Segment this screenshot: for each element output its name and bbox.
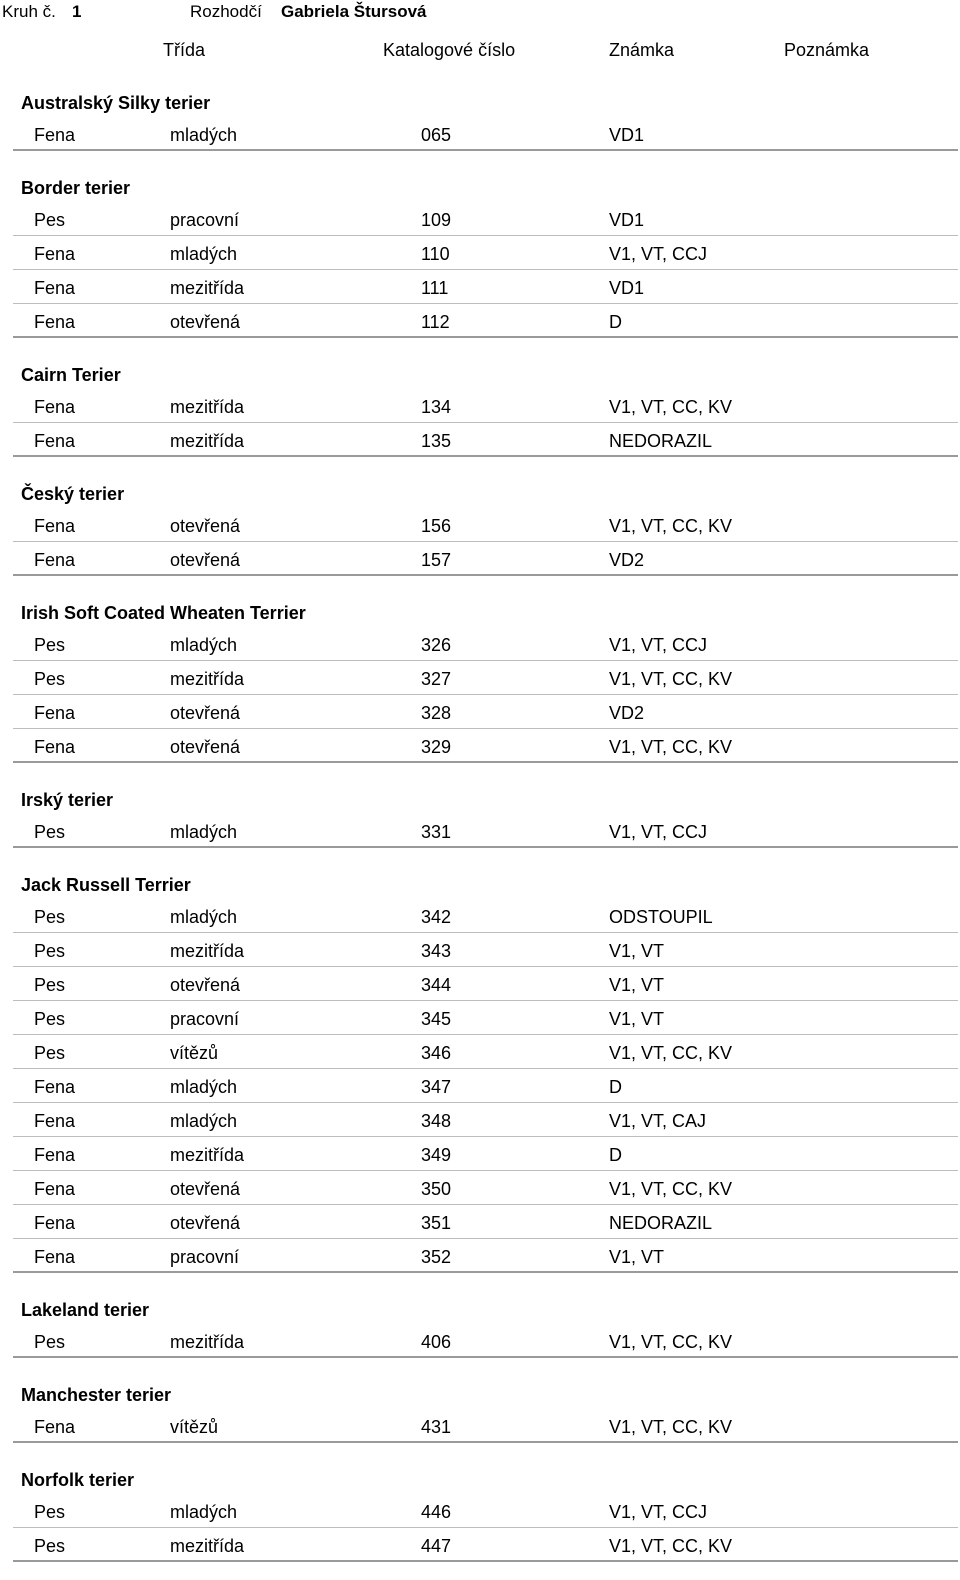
entry-catalog-number: 110 [421, 244, 450, 264]
entry-sex: Pes [34, 907, 66, 927]
breed-name: Irský terier [21, 790, 114, 810]
entry-class: otevřená [170, 550, 241, 570]
judge-name: Gabriela Štursová [281, 2, 427, 21]
entry-class: pracovní [170, 1247, 240, 1267]
table-row [0, 1205, 960, 1239]
entry-catalog-number: 329 [421, 737, 452, 757]
entry-class: mladých [170, 822, 238, 842]
breed-section [0, 1461, 960, 1580]
entry-sex: Fena [34, 312, 76, 332]
entry-sex: Pes [34, 1043, 66, 1063]
entry-catalog-number: 343 [421, 941, 452, 961]
entry-catalog-number: 109 [421, 210, 452, 230]
entry-catalog-number: 351 [421, 1213, 452, 1233]
entry-grade: V1, VT, CC, KV [609, 397, 733, 417]
entry-catalog-number: 349 [421, 1145, 452, 1165]
table-row [0, 1001, 960, 1035]
entry-grade: V1, VT, CC, KV [609, 1332, 733, 1352]
entry-catalog-number: 328 [421, 703, 452, 723]
entry-grade: V1, VT, CC, KV [609, 1417, 733, 1437]
entry-sex: Pes [34, 1332, 66, 1352]
entry-sex: Pes [34, 669, 66, 689]
table-row [0, 1035, 960, 1069]
table-row [0, 1528, 960, 1562]
results-list [0, 84, 960, 1580]
breed-section [0, 866, 960, 1291]
entry-sex: Pes [34, 210, 66, 230]
entry-class: vítězů [170, 1417, 219, 1437]
entry-class: mezitřída [170, 278, 245, 298]
entry-sex: Pes [34, 941, 66, 961]
entry-sex: Fena [34, 1179, 76, 1199]
entry-class: mezitřída [170, 397, 245, 417]
entry-sex: Pes [34, 1536, 66, 1556]
entry-grade: V1, VT, CCJ [609, 1502, 708, 1522]
breed-section [0, 1376, 960, 1461]
entry-catalog-number: 157 [421, 550, 452, 570]
entry-catalog-number: 348 [421, 1111, 452, 1131]
entry-grade: ODSTOUPIL [609, 907, 713, 927]
breed-name: Norfolk terier [21, 1470, 135, 1490]
entry-catalog-number: 112 [421, 312, 450, 332]
entry-grade: D [609, 1145, 622, 1165]
entry-grade: VD2 [609, 550, 645, 570]
table-row [0, 814, 960, 848]
entry-grade: VD1 [609, 278, 645, 298]
entry-class: mezitřída [170, 941, 245, 961]
entry-grade: V1, VT, CC, KV [609, 737, 733, 757]
entry-class: mladých [170, 125, 238, 145]
breed-name: Cairn Terier [21, 365, 121, 385]
entry-catalog-number: 331 [421, 822, 452, 842]
entry-grade: V1, VT, CC, KV [609, 1043, 733, 1063]
table-row [0, 202, 960, 236]
breed-name: Český terier [21, 484, 125, 504]
entry-grade: VD1 [609, 125, 645, 145]
entry-catalog-number: 326 [421, 635, 452, 655]
entry-grade: NEDORAZIL [609, 431, 713, 451]
entry-class: otevřená [170, 1179, 241, 1199]
table-row [0, 1171, 960, 1205]
table-row [0, 1324, 960, 1358]
entry-grade: V1, VT [609, 1247, 665, 1267]
table-row [0, 1494, 960, 1528]
entry-list [0, 627, 960, 763]
entry-class: mladých [170, 1111, 238, 1131]
entry-class: otevřená [170, 737, 241, 757]
breed-name: Australský Silky terier [21, 93, 211, 113]
table-row [0, 661, 960, 695]
entry-grade: NEDORAZIL [609, 1213, 713, 1233]
table-row [0, 967, 960, 1001]
entry-sex: Fena [34, 431, 76, 451]
table-row [0, 933, 960, 967]
table-row [0, 542, 960, 576]
table-row [0, 236, 960, 270]
entry-list [0, 202, 960, 338]
entry-sex: Fena [34, 397, 76, 417]
entry-class: otevřená [170, 703, 241, 723]
entry-grade: D [609, 1077, 622, 1097]
entry-class: mladých [170, 1077, 238, 1097]
entry-sex: Fena [34, 1247, 76, 1267]
entry-sex: Fena [34, 1145, 76, 1165]
entry-sex: Fena [34, 1111, 76, 1131]
entry-catalog-number: 065 [421, 125, 452, 145]
table-row [0, 1069, 960, 1103]
entry-grade: V1, VT, CCJ [609, 635, 708, 655]
entry-catalog-number: 406 [421, 1332, 452, 1352]
entry-sex: Pes [34, 1009, 66, 1029]
column-headers [0, 40, 960, 62]
entry-catalog-number: 345 [421, 1009, 452, 1029]
entry-sex: Pes [34, 635, 66, 655]
entry-grade: V1, VT [609, 941, 665, 961]
breed-name: Irish Soft Coated Wheaten Terrier [21, 603, 306, 623]
table-row [0, 270, 960, 304]
breed-section [0, 594, 960, 781]
entry-grade: VD1 [609, 210, 645, 230]
entry-class: otevřená [170, 975, 241, 995]
entry-class: mladých [170, 1502, 238, 1522]
entry-class: mladých [170, 244, 238, 264]
entry-class: mladých [170, 907, 238, 927]
entry-grade: VD2 [609, 703, 645, 723]
table-row [0, 627, 960, 661]
entry-sex: Fena [34, 550, 76, 570]
entry-sex: Pes [34, 822, 66, 842]
breed-name: Lakeland terier [21, 1300, 150, 1320]
breed-name: Manchester terier [21, 1385, 172, 1405]
entry-class: otevřená [170, 1213, 241, 1233]
table-row [0, 1239, 960, 1273]
breed-section [0, 475, 960, 594]
entry-grade: V1, VT [609, 1009, 665, 1029]
entry-sex: Fena [34, 1213, 76, 1233]
entry-catalog-number: 352 [421, 1247, 452, 1267]
entry-grade: V1, VT, CC, KV [609, 669, 733, 689]
breed-name: Border terier [21, 178, 131, 198]
breed-section [0, 84, 960, 169]
entry-list [0, 389, 960, 457]
column-header-grade: Známka [609, 40, 675, 60]
table-row [0, 389, 960, 423]
column-header-note: Poznámka [784, 40, 870, 60]
entry-grade: V1, VT, CCJ [609, 822, 708, 842]
table-row [0, 899, 960, 933]
table-row [0, 508, 960, 542]
entry-sex: Fena [34, 125, 76, 145]
entry-grade: D [609, 312, 622, 332]
entry-grade: V1, VT, CC, KV [609, 1179, 733, 1199]
entry-grade: V1, VT, CCJ [609, 244, 708, 264]
table-row [0, 1409, 960, 1443]
table-row [0, 423, 960, 457]
entry-sex: Fena [34, 1077, 76, 1097]
breed-section [0, 169, 960, 356]
entry-catalog-number: 431 [421, 1417, 452, 1437]
table-row [0, 695, 960, 729]
entry-sex: Fena [34, 278, 76, 298]
entry-list [0, 814, 960, 848]
entry-class: pracovní [170, 1009, 240, 1029]
entry-class: otevřená [170, 312, 241, 332]
entry-grade: V1, VT, CC, KV [609, 1536, 733, 1556]
table-row [0, 1103, 960, 1137]
entry-class: mezitřída [170, 1332, 245, 1352]
breed-section [0, 1291, 960, 1376]
entry-grade: V1, VT, CC, KV [609, 516, 733, 536]
table-row [0, 304, 960, 338]
entry-sex: Fena [34, 703, 76, 723]
ring-number: 1 [72, 2, 82, 21]
entry-class: mladých [170, 635, 238, 655]
ring-label: Kruh č. [2, 2, 56, 21]
entry-list [0, 508, 960, 576]
entry-list [0, 899, 960, 1273]
entry-catalog-number: 156 [421, 516, 452, 536]
entry-catalog-number: 134 [421, 397, 452, 417]
entry-sex: Pes [34, 975, 66, 995]
entry-class: otevřená [170, 516, 241, 536]
entry-catalog-number: 111 [421, 278, 449, 298]
entry-list [0, 1409, 960, 1443]
entry-catalog-number: 350 [421, 1179, 452, 1199]
breed-section [0, 356, 960, 475]
entry-catalog-number: 447 [421, 1536, 452, 1556]
entry-list [0, 117, 960, 151]
table-row [0, 729, 960, 763]
entry-catalog-number: 347 [421, 1077, 452, 1097]
entry-class: mezitřída [170, 669, 245, 689]
column-header-catalog-number: Katalogové číslo [383, 40, 516, 60]
column-header-class: Třída [163, 40, 206, 60]
entry-sex: Fena [34, 244, 76, 264]
entry-catalog-number: 342 [421, 907, 452, 927]
breed-section [0, 781, 960, 866]
entry-class: vítězů [170, 1043, 219, 1063]
entry-sex: Fena [34, 737, 76, 757]
entry-catalog-number: 446 [421, 1502, 452, 1522]
entry-class: mezitřída [170, 431, 245, 451]
entry-class: mezitřída [170, 1145, 245, 1165]
entry-catalog-number: 346 [421, 1043, 452, 1063]
entry-grade: V1, VT [609, 975, 665, 995]
entry-catalog-number: 344 [421, 975, 452, 995]
entry-grade: V1, VT, CAJ [609, 1111, 707, 1131]
entry-catalog-number: 135 [421, 431, 452, 451]
judge-label: Rozhodčí [190, 2, 262, 21]
breed-name: Jack Russell Terrier [21, 875, 191, 895]
entry-list [0, 1324, 960, 1358]
table-row [0, 1137, 960, 1171]
entry-class: pracovní [170, 210, 240, 230]
table-row [0, 117, 960, 151]
entry-sex: Fena [34, 516, 76, 536]
entry-sex: Pes [34, 1502, 66, 1522]
entry-list [0, 1494, 960, 1562]
entry-sex: Fena [34, 1417, 76, 1437]
entry-catalog-number: 327 [421, 669, 452, 689]
entry-class: mezitřída [170, 1536, 245, 1556]
